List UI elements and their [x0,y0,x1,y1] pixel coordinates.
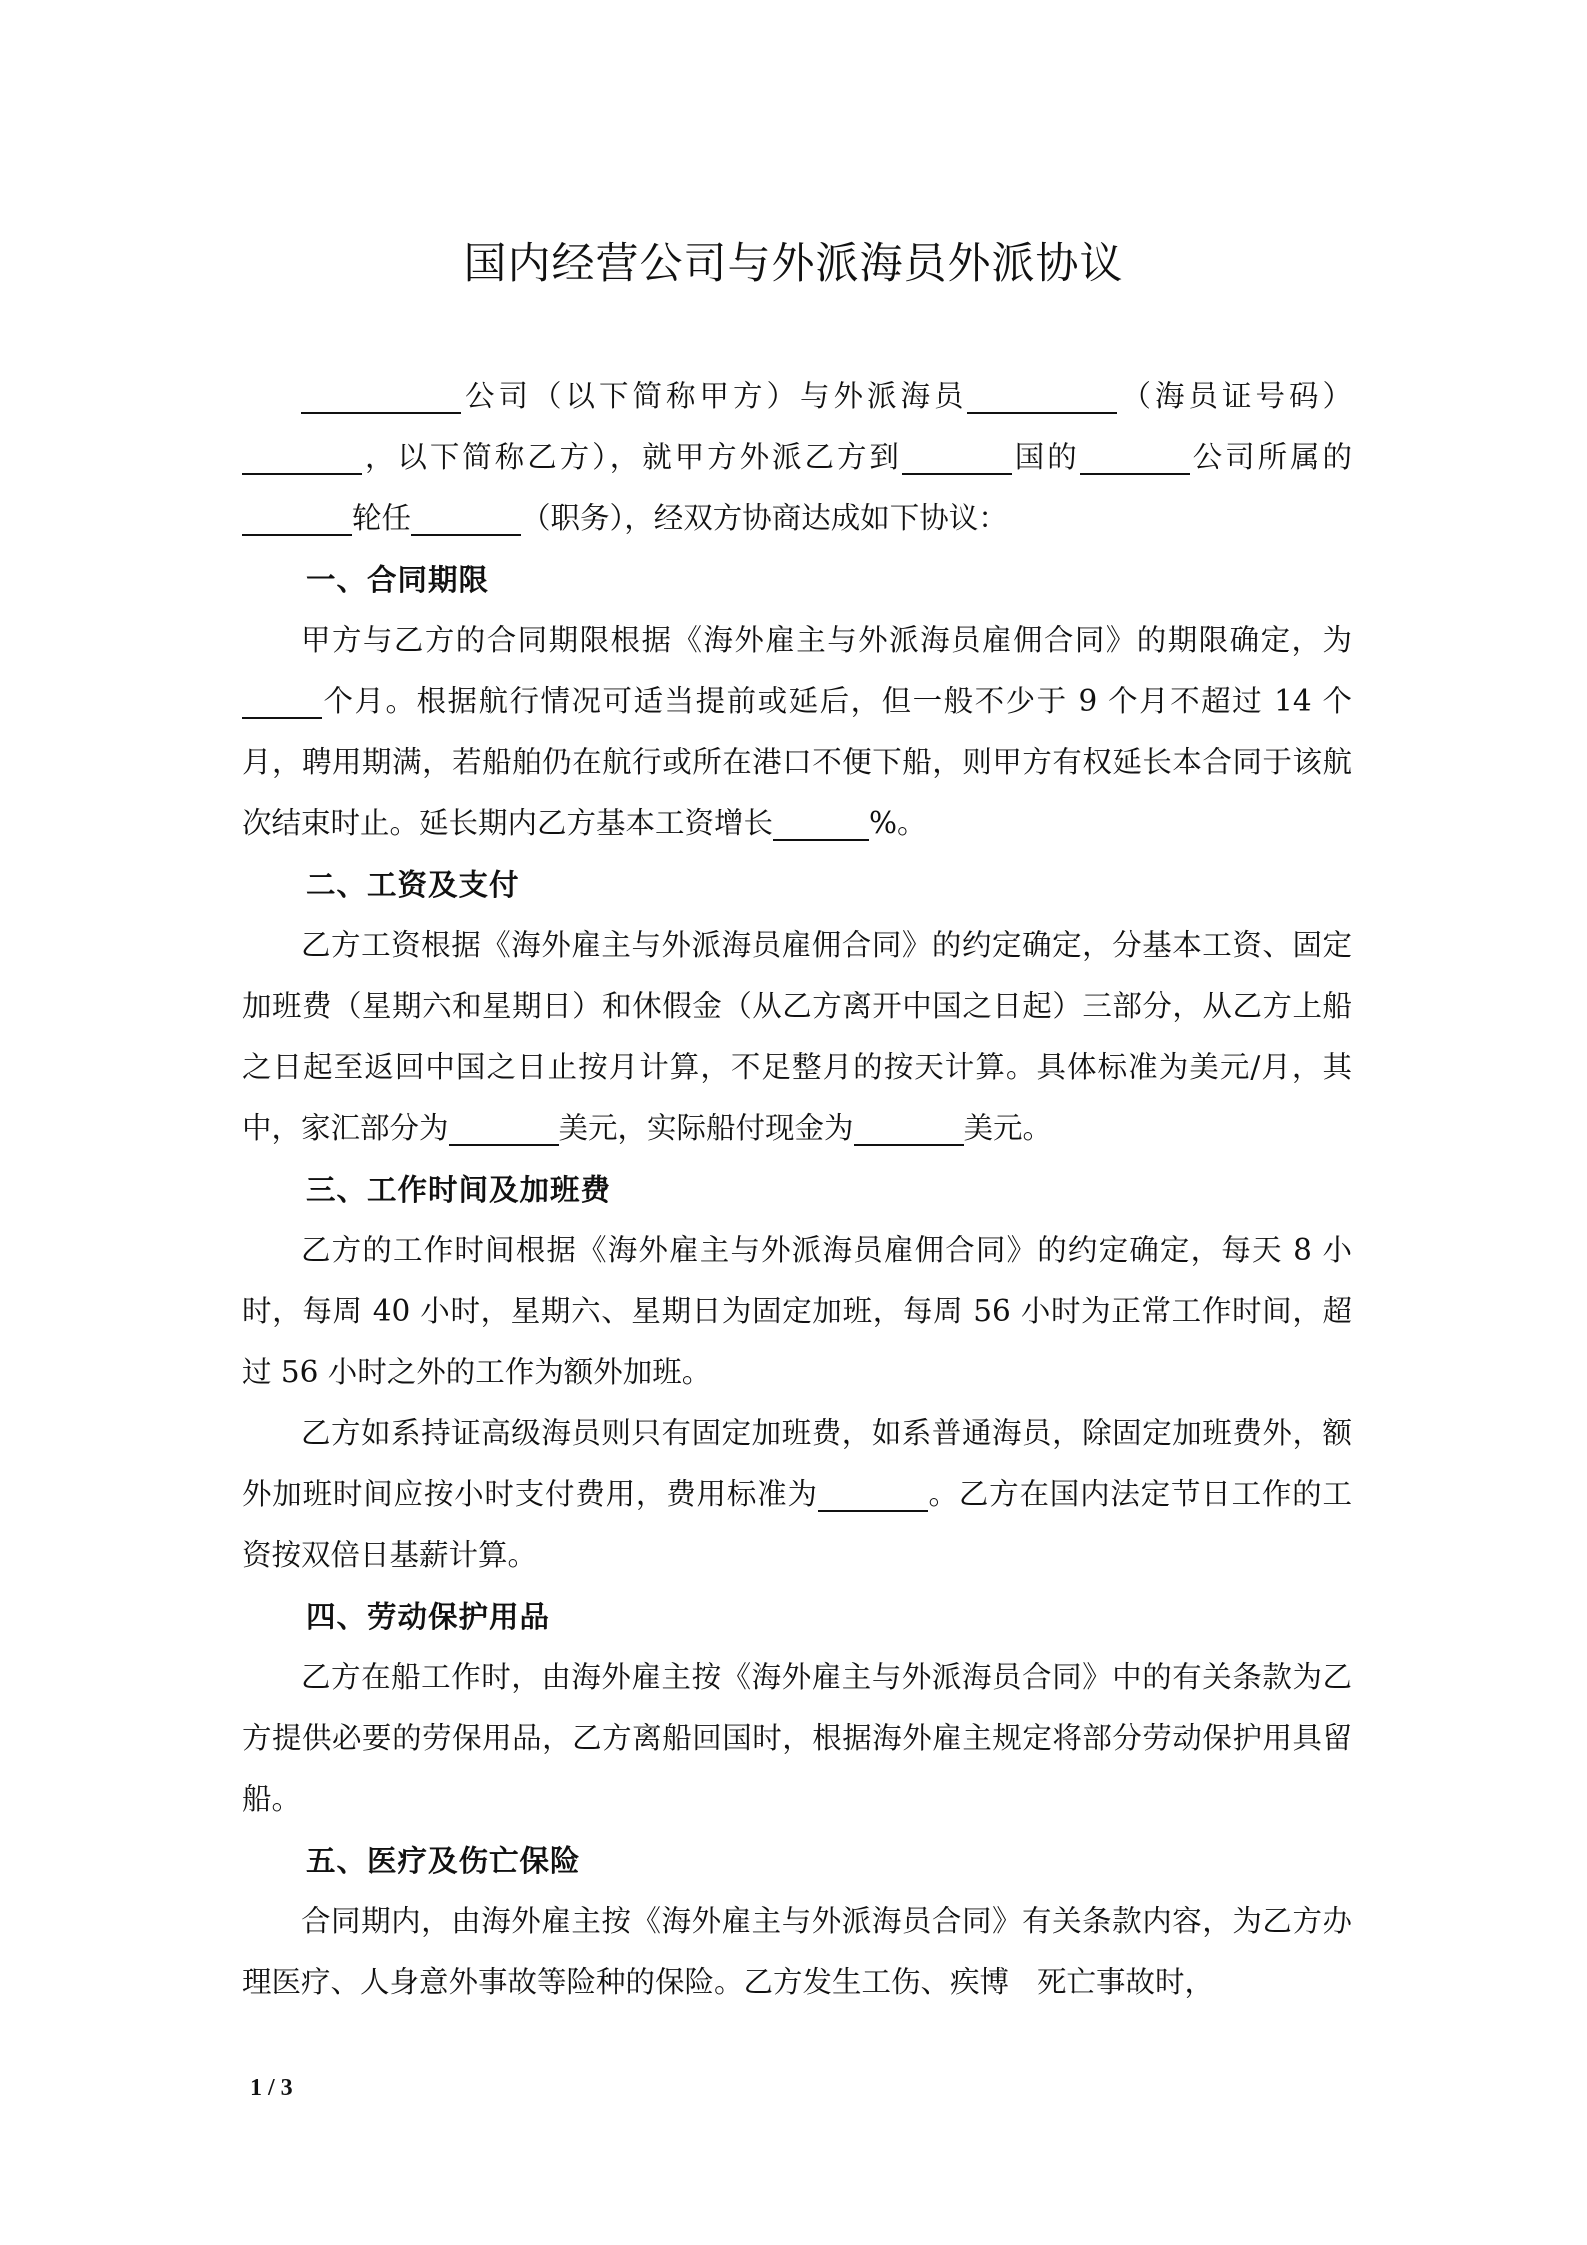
blank-position[interactable] [411,500,521,536]
document-body [242,366,1352,2013]
intro-text-6: 轮任 [352,501,412,535]
blank-seaman-name[interactable] [967,378,1117,414]
blank-vessel[interactable] [242,500,352,536]
intro-text-4: 国的 [1011,440,1080,474]
hours-text-1: 乙方如系持证高级海员则只有固定加班费，如系普通海员，除固定加班费外，额外加班时间应按小时支付费用，费用标准为 [242,1416,1352,1511]
intro-text-1: 公司（以下简称甲方）与外派海员 [461,379,968,413]
section-paragraph-insurance [242,1891,1352,2013]
intro-text-3: ，以下简称乙方），就甲方外派乙方到 [362,440,902,474]
blank-onboard-cash[interactable] [854,1110,964,1146]
blank-months[interactable] [242,683,322,719]
term-text-3: %。 [869,806,927,840]
section-heading-protection: 四、劳动保护用品 [306,1599,551,1634]
blank-seaman-id[interactable] [242,439,362,475]
insurance-text-2: 死亡事故时， [1037,1965,1215,1999]
term-text-1: 甲方与乙方的合同期限根据《海外雇主与外派海员雇佣合同》的期限确定，为 [301,623,1352,657]
intro-paragraph [242,366,1352,549]
section-paragraph-wages [242,915,1352,1159]
wages-text-2: 美元，实际船付现金为 [558,1111,854,1145]
blank-home-remittance[interactable] [449,1110,559,1146]
term-text-2: 个月。根据航行情况可适当提前或延后，但一般不少于 9 个月不超过 14 个月，聘用期满，若船舶仍在航行或所在港口不便下船，则甲方有权延长本合同于该航次结束时止。延长期内乙方基本工资增长 [242,684,1352,840]
document-title: 国内经营公司与外派海员外派协议 [463,239,1124,289]
section-heading-wages: 二、工资及支付 [306,867,520,902]
intro-text-2: （海员证号码） [1117,379,1352,413]
page-number: 1 / 3 [250,2075,293,2101]
blank-overtime-rate[interactable] [818,1476,928,1512]
section-paragraph-hours-1: 乙方的工作时间根据《海外雇主与外派海员雇佣合同》的约定确定，每天 8 小时，每周 40 小时，星期六、星期日为固定加班，每周 56 小时为正常工作时间，超过 56 小时之外的工作为额外加班。 [242,1233,1352,1389]
section-heading-insurance: 五、医疗及伤亡保险 [306,1843,581,1878]
blank-country[interactable] [902,439,1012,475]
insurance-text-1: 合同期内，由海外雇主按《海外雇主与外派海员合同》有关条款内容，为乙方办理医疗、人身意外事故等险种的保险。乙方发生工伤、疾博 [242,1904,1352,1999]
section-paragraph-protection: 乙方在船工作时，由海外雇主按《海外雇主与外派海员合同》中的有关条款为乙方提供必要的劳保用品，乙方离船回国时，根据海外雇主规定将部分劳动保护用具留船。 [242,1660,1352,1816]
section-heading-term: 一、合同期限 [306,562,490,597]
section-paragraph-hours-2 [242,1403,1352,1586]
wages-text-3: 美元。 [963,1111,1053,1145]
section-paragraph-term [242,610,1352,854]
blank-raise-percent[interactable] [773,805,869,841]
intro-text-7: （职务），经双方协商达成如下协议： [521,501,1008,535]
intro-text-5: 公司所属的 [1189,440,1352,474]
wages-text-1: 乙方工资根据《海外雇主与外派海员雇佣合同》的约定确定，分基本工资、固定加班费（星期六和星期日）和休假金（从乙方离开中国之日起）三部分，从乙方上船之日起至返回中国之日止按月计算，不足整月的按天计算。具体标准为美元/月，其中，家汇部分为 [242,928,1352,1145]
section-heading-hours: 三、工作时间及加班费 [306,1172,612,1207]
blank-foreign-company[interactable] [1080,439,1190,475]
hours-text-2: 。乙方在国内法定节日工作的工资按双倍日基薪计算。 [242,1477,1352,1572]
blank-company[interactable] [301,378,461,414]
